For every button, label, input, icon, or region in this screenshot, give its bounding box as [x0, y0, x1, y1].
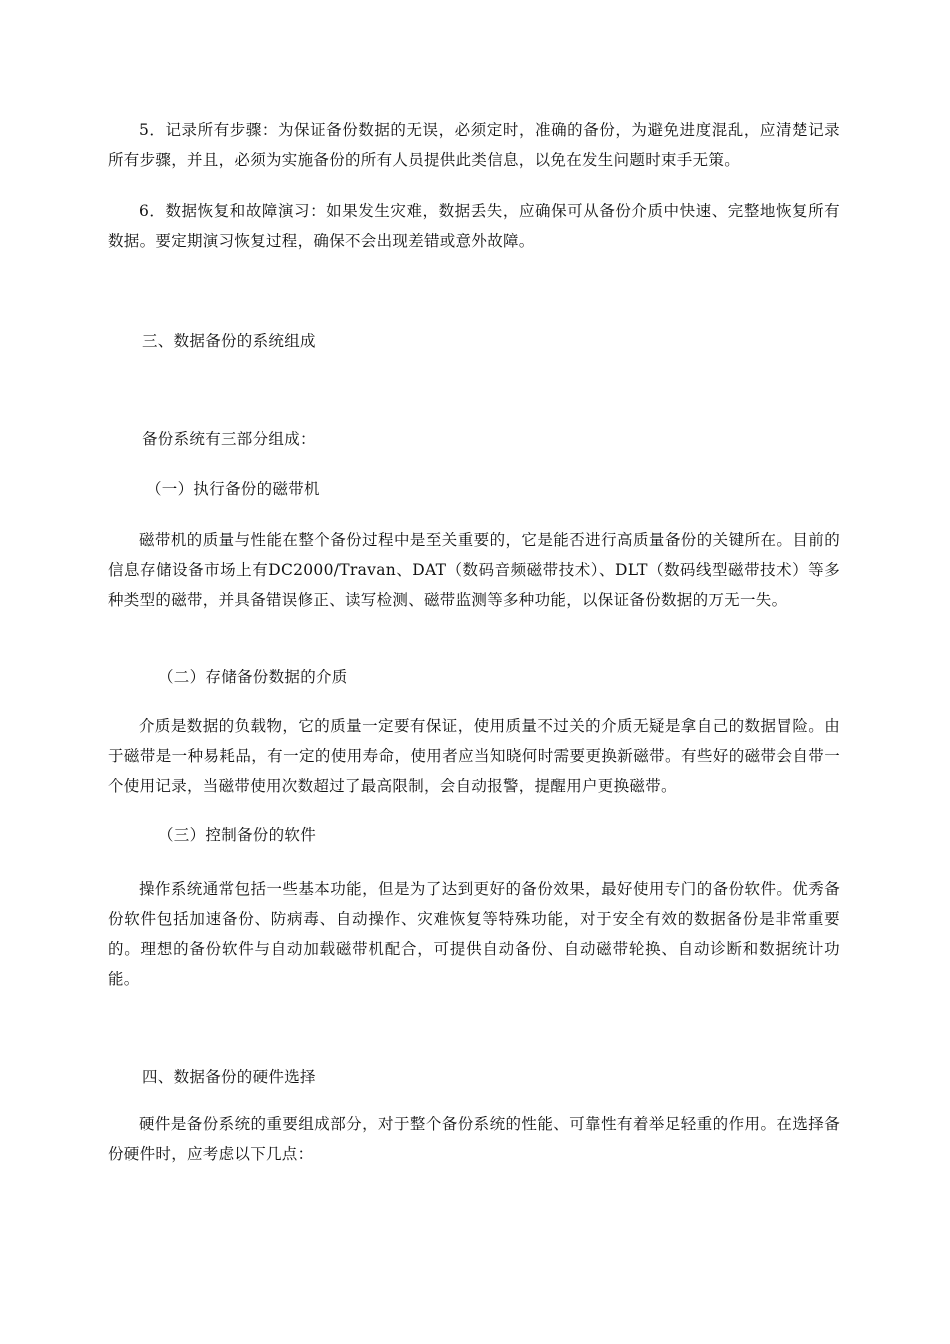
subsection-heading-2: （二）存储备份数据的介质 [158, 668, 348, 686]
paragraph-step-5: 5．记录所有步骤：为保证备份数据的无误，必须定时，准确的备份，为避免进度混乱，应清楚记录所有步骤，并且，必须为实施备份的所有人员提供此类信息，以免在发生问题时束手无策。 [108, 121, 840, 169]
paragraph-media: 介质是数据的负载物，它的质量一定要有保证，使用质量不过关的介质无疑是拿自己的数据冒险。由于磁带是一种易耗品，有一定的使用寿命，使用者应当知晓何时需要更换新磁带。有些好的磁带会自带一个使用记录，当磁带使用次数超过了最高限制，会自动报警，提醒用户更换磁带。 [108, 717, 840, 795]
paragraph-software: 操作系统通常包括一些基本功能，但是为了达到更好的备份效果，最好使用专门的备份软件。优秀备份软件包括加速备份、防病毒、自动操作、灾难恢复等特殊功能，对于安全有效的数据备份是非常重要的。理想的备份软件与自动加载磁带机配合，可提供自动备份、自动磁带轮换、自动诊断和数据统计功能。 [108, 880, 840, 988]
subsection-heading-1: （一）执行备份的磁带机 [146, 480, 320, 498]
subsection-heading-3: （三）控制备份的软件 [158, 826, 317, 844]
intro-text: 备份系统有三部分组成： [142, 430, 316, 448]
paragraph-hardware: 硬件是备份系统的重要组成部分，对于整个备份系统的性能、可靠性有着举足轻重的作用。在选择备份硬件时，应考虑以下几点： [108, 1115, 840, 1163]
paragraph-step-6: 6．数据恢复和故障演习：如果发生灾难，数据丢失，应确保可从备份介质中快速、完整地恢复所有数据。要定期演习恢复过程，确保不会出现差错或意外故障。 [108, 202, 840, 250]
section-heading-4: 四、数据备份的硬件选择 [142, 1068, 316, 1086]
paragraph-tape-drive: 磁带机的质量与性能在整个备份过程中是至关重要的，它是能否进行高质量备份的关键所在。目前的信息存储设备市场上有DC2000/Travan、DAT（数码音频磁带技术）、DLT（数码线型磁带技术）等多种类型的磁带，并具备错误修正、读写检测、磁带监测等多种功能，以保证备份数据的万无一失。 [108, 531, 840, 609]
section-heading-3: 三、数据备份的系统组成 [142, 332, 316, 350]
